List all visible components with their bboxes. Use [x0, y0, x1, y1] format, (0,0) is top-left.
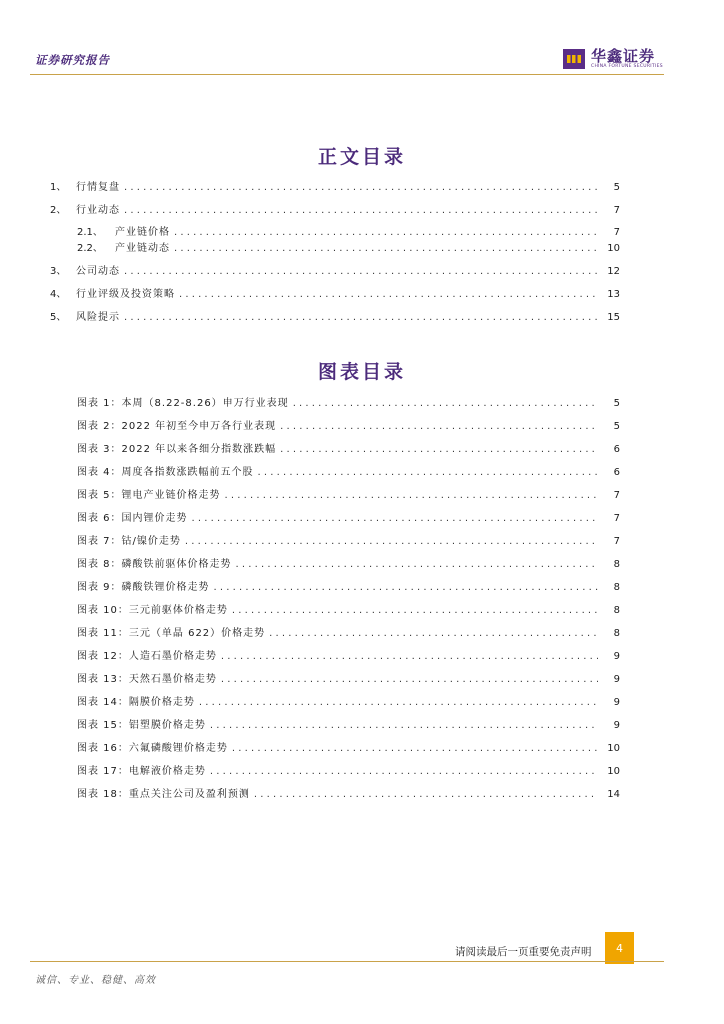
- figure-entry-label: 图表 1：本周（8.22-8.26）申万行业表现: [77, 398, 289, 409]
- figure-entry[interactable]: [77, 397, 620, 411]
- figure-entry[interactable]: [77, 512, 620, 526]
- figure-entry[interactable]: [77, 489, 620, 503]
- toc-leader-dots: [185, 535, 598, 549]
- figure-entry[interactable]: [77, 558, 620, 572]
- toc-leader-dots: [232, 604, 598, 618]
- figure-entry-page: 6: [613, 444, 620, 455]
- figure-entry[interactable]: [77, 788, 620, 802]
- toc-leader-dots: [254, 788, 598, 802]
- figure-entry-label: 图表 18：重点关注公司及盈利预测: [77, 789, 250, 800]
- figure-entry-page: 7: [613, 536, 620, 547]
- toc-entry-page: 10: [607, 243, 620, 254]
- figure-entry-label: 图表 4：周度各指数涨跌幅前五个股: [77, 467, 254, 478]
- header-divider: [30, 74, 664, 75]
- toc-leader-dots: [214, 581, 598, 595]
- logo-mark-icon: [563, 49, 585, 69]
- toc-leader-dots: [269, 627, 598, 641]
- figure-entry-label: 图表 10：三元前驱体价格走势: [77, 605, 228, 616]
- figure-entry-label: 图表 6：国内锂价走势: [77, 513, 188, 524]
- figure-entry-label: 图表 8：磷酸铁前驱体价格走势: [77, 559, 232, 570]
- toc-leader-dots: [124, 204, 598, 218]
- figures-title: 图表目录: [317, 361, 406, 383]
- toc-entry-label: 公司动态: [76, 266, 120, 277]
- figure-entry-label: 图表 7：钴/镍价走势: [77, 536, 181, 547]
- figure-entry-page: 8: [613, 628, 620, 639]
- figure-entry-page: 7: [613, 513, 620, 524]
- toc-entry-page: 15: [607, 312, 620, 323]
- toc-entry[interactable]: [50, 265, 620, 279]
- toc-leader-dots: [280, 443, 598, 457]
- figure-entry-page: 9: [613, 651, 620, 662]
- toc-leader-dots: [179, 288, 598, 302]
- company-slogan: 诚信、专业、稳健、高效: [35, 975, 156, 986]
- figure-entry[interactable]: [77, 466, 620, 480]
- figure-entry-label: 图表 16：六氟磷酸锂价格走势: [77, 743, 228, 754]
- figure-entry[interactable]: [77, 443, 620, 457]
- figure-entry[interactable]: [77, 604, 620, 618]
- figure-entry-page: 6: [613, 467, 620, 478]
- toc-entry[interactable]: [50, 288, 620, 302]
- toc-entry-number: 4、: [50, 289, 67, 300]
- figure-entry-page: 8: [613, 605, 620, 616]
- figure-entry[interactable]: [77, 696, 620, 710]
- toc-leader-dots: [221, 673, 598, 687]
- figure-entry[interactable]: [77, 673, 620, 687]
- figure-entry-page: 5: [613, 421, 620, 432]
- toc-entry-page: 12: [607, 266, 620, 277]
- toc-entry-label: 行业评级及投资策略: [76, 289, 175, 300]
- toc-entry-label: 行情复盘: [76, 182, 120, 193]
- figure-entry-label: 图表 3：2022 年以来各细分指数涨跌幅: [77, 444, 277, 455]
- figure-entry-label: 图表 17：电解液价格走势: [77, 766, 206, 777]
- toc-leader-dots: [174, 242, 598, 256]
- toc-entry[interactable]: [77, 242, 620, 256]
- toc-leader-dots: [174, 226, 598, 240]
- figure-entry-page: 10: [607, 766, 620, 777]
- figure-entry-label: 图表 13：天然石墨价格走势: [77, 674, 217, 685]
- toc-entry-page: 7: [613, 227, 620, 238]
- figure-entry[interactable]: [77, 765, 620, 779]
- toc-leader-dots: [124, 181, 598, 195]
- toc-entry-page: 13: [607, 289, 620, 300]
- toc-leader-dots: [124, 265, 598, 279]
- toc-entry[interactable]: [50, 181, 620, 195]
- toc-leader-dots: [210, 719, 598, 733]
- toc-leader-dots: [232, 742, 598, 756]
- figure-entry-page: 7: [613, 490, 620, 501]
- toc-leader-dots: [293, 397, 598, 411]
- figure-entry[interactable]: [77, 742, 620, 756]
- figure-entry-page: 10: [607, 743, 620, 754]
- figure-entry-page: 14: [607, 789, 620, 800]
- company-logo: [563, 48, 663, 70]
- report-type-label: 证券研究报告: [35, 53, 110, 67]
- toc-entry-number: 2.1、: [77, 227, 103, 238]
- figure-entry-page: 9: [613, 720, 620, 731]
- toc-entry-label: 产业链动态: [115, 243, 170, 254]
- figure-entry[interactable]: [77, 627, 620, 641]
- toc-entry-page: 7: [613, 205, 620, 216]
- toc-leader-dots: [225, 489, 598, 503]
- toc-leader-dots: [221, 650, 598, 664]
- figure-entry[interactable]: [77, 650, 620, 664]
- figure-entry-label: 图表 15：铝塑膜价格走势: [77, 720, 206, 731]
- figure-entry-page: 8: [613, 559, 620, 570]
- figure-entry-label: 图表 12：人造石墨价格走势: [77, 651, 217, 662]
- figure-entry-label: 图表 14：隔膜价格走势: [77, 697, 195, 708]
- toc-entry-label: 产业链价格: [115, 227, 170, 238]
- logo-name-en: CHINA FORTUNE SECURITIES: [591, 64, 663, 69]
- figure-entry[interactable]: [77, 581, 620, 595]
- figure-entry[interactable]: [77, 719, 620, 733]
- toc-leader-dots: [280, 420, 598, 434]
- logo-name-cn: 华鑫证券: [591, 47, 656, 65]
- toc-leader-dots: [124, 311, 598, 325]
- footer-divider: [30, 961, 664, 962]
- toc-entry-label: 行业动态: [76, 205, 120, 216]
- figure-entry-page: 9: [613, 697, 620, 708]
- toc-entry-number: 3、: [50, 266, 67, 277]
- toc-entry[interactable]: [77, 226, 620, 240]
- page-number-badge: 4: [605, 932, 634, 964]
- toc-leader-dots: [199, 696, 598, 710]
- figure-entry-label: 图表 2：2022 年初至今申万各行业表现: [77, 421, 277, 432]
- toc-entry-page: 5: [613, 182, 620, 193]
- toc-entry-number: 5、: [50, 312, 67, 323]
- disclaimer-note: 请阅读最后一页重要免责声明: [455, 946, 592, 958]
- figure-entry-label: 图表 9：磷酸铁锂价格走势: [77, 582, 210, 593]
- toc-leader-dots: [258, 466, 598, 480]
- toc-entry[interactable]: [50, 311, 620, 325]
- toc-leader-dots: [210, 765, 598, 779]
- toc-leader-dots: [192, 512, 598, 526]
- figure-entry-label: 图表 5：锂电产业链价格走势: [77, 490, 221, 501]
- figure-entry-label: 图表 11：三元（单晶 622）价格走势: [77, 628, 266, 639]
- toc-entry-number: 1、: [50, 182, 67, 193]
- toc-entry-number: 2.2、: [77, 243, 103, 254]
- figure-entry-page: 8: [613, 582, 620, 593]
- figure-entry[interactable]: [77, 420, 620, 434]
- figure-entry-page: 5: [613, 398, 620, 409]
- contents-title: 正文目录: [317, 146, 406, 168]
- toc-entry-label: 风险提示: [76, 312, 120, 323]
- toc-entry-number: 2、: [50, 205, 67, 216]
- figure-entry[interactable]: [77, 535, 620, 549]
- toc-entry[interactable]: [50, 204, 620, 218]
- logo-text: [591, 48, 663, 70]
- figure-entry-page: 9: [613, 674, 620, 685]
- toc-leader-dots: [236, 558, 598, 572]
